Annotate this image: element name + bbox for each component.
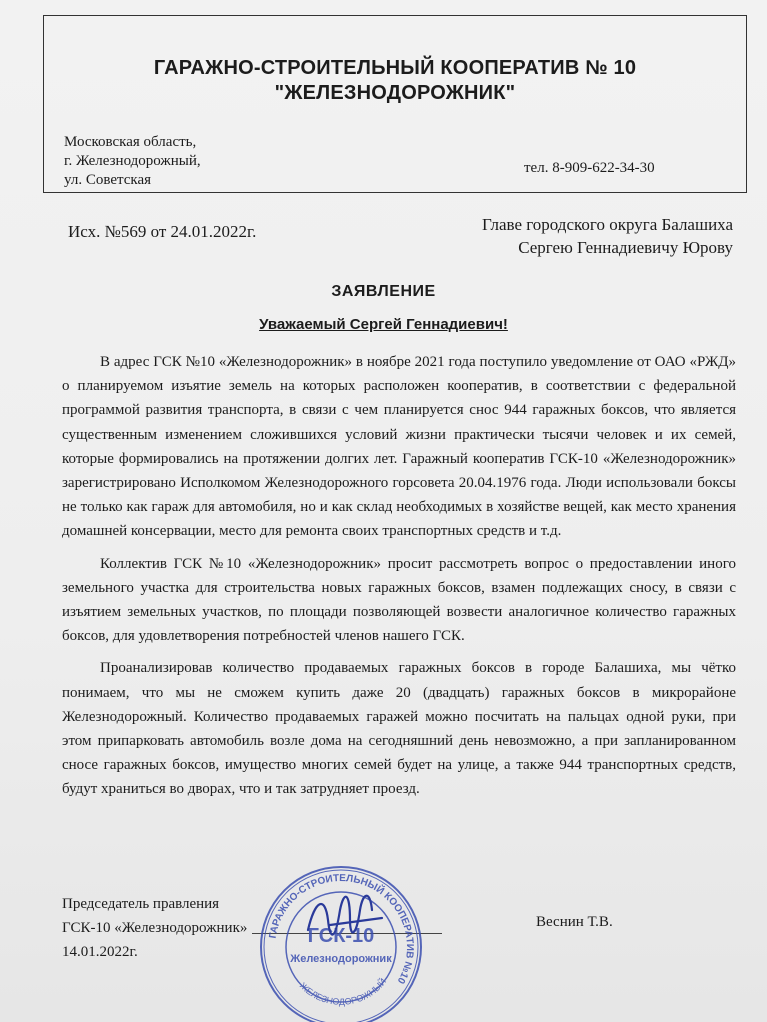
organization-name-line2: "ЖЕЛЕЗНОДОРОЖНИК" bbox=[274, 82, 516, 104]
letter-body bbox=[62, 350, 736, 810]
organization-address bbox=[64, 133, 201, 190]
organization-title bbox=[44, 56, 746, 106]
signatory-organization: ГСК-10 «Железнодорожник» bbox=[62, 920, 248, 936]
paragraph-1: В адрес ГСК №10 «Железнодорожник» в ноябре 2021 года поступило уведомление от ОАО «РЖД» о планируемом изъятие земель на которых расположен кооператив, в соответствии с федеральной программой развития транспорта, в связи с чем планируется снос 944 гаражных боксов, что является существенным изменением сложившихся условий жизни практически тысячи человек и их семей, которые формировались на протяжении долгих лет. Гаражный кооператив ГСК-10 «Железнодорожник» зарегистрировано Исполкомом Железнодорожного горсовета 20.04.1976 года. Люди использовали боксы не только как гараж для автомобиля, но и как склад необходимых в хозяйстве вещей, как место хранения домашней консервации, место для ремонта своих транспортных средств и т.д. bbox=[62, 354, 736, 540]
address-line-region: Московская область, bbox=[64, 134, 197, 150]
signature-date: 14.01.2022г. bbox=[62, 944, 138, 960]
paragraph-2: Коллектив ГСК №10 «Железнодорожник» просит рассмотреть вопрос о предоставлении иного земельного участка для строительства новых гаражных боксов, взамен подлежащих сносу, в связи с изъятием земельных участков, по площади позволяющей возвести аналогичное количество гаражных боксов, для удовлетворения потребностей членов нашего ГСК. bbox=[62, 555, 736, 645]
signatory-block bbox=[62, 892, 247, 964]
organization-phone: тел. 8-909-622-34-30 bbox=[524, 160, 655, 176]
stamp-center-abbr: ГСК-10 bbox=[307, 925, 375, 947]
recipient-block bbox=[482, 213, 733, 259]
paragraph-3: Проанализировав количество продаваемых гаражных боксов в городе Балашиха, мы чётко понимаем, что мы не сможем купить даже 20 (двадцать) гаражных боксов в микрорайоне Железнодорожный. Количество продаваемых гаражей можно посчитать на пальцах одной руки, при этом припарковать автомобиль возле дома на сегодняшний день невозможно, а при запланированном сносе гаражных боксов, имущество многих семей будет на улице, а также 944 транспортных средств, будут храниться во дворах, что и так затрудняет проезд. bbox=[62, 660, 736, 798]
stamp-center-name: Железнодорожник bbox=[290, 953, 392, 965]
salutation: Уважаемый Сергей Геннадиевич! bbox=[259, 316, 508, 333]
address-line-street: ул. Советская bbox=[64, 172, 151, 188]
signatory-name: Веснин Т.В. bbox=[536, 914, 613, 930]
handwritten-signature bbox=[300, 880, 390, 960]
stamp-bottom-text: ЖЕЛЕЗНОДОРОЖНЫЙ bbox=[297, 976, 389, 1007]
organization-name-line1: ГАРАЖНО-СТРОИТЕЛЬНЫЙ КООПЕРАТИВ № 10 bbox=[153, 57, 637, 79]
stamp-ring-text: ГАРАЖНО-СТРОИТЕЛЬНЫЙ КООПЕРАТИВ №10 bbox=[267, 872, 416, 986]
address-line-city: г. Железнодорожный, bbox=[64, 153, 201, 169]
recipient-name: Сергею Геннадиевичу Юрову bbox=[518, 238, 733, 257]
signatory-position: Председатель правления bbox=[62, 896, 220, 912]
letterhead-box bbox=[43, 15, 747, 193]
recipient-position: Главе городского округа Балашиха bbox=[481, 215, 733, 234]
outgoing-reference: Исх. №569 от 24.01.2022г. bbox=[68, 222, 257, 241]
document-title: ЗАЯВЛЕНИЕ bbox=[331, 283, 436, 300]
